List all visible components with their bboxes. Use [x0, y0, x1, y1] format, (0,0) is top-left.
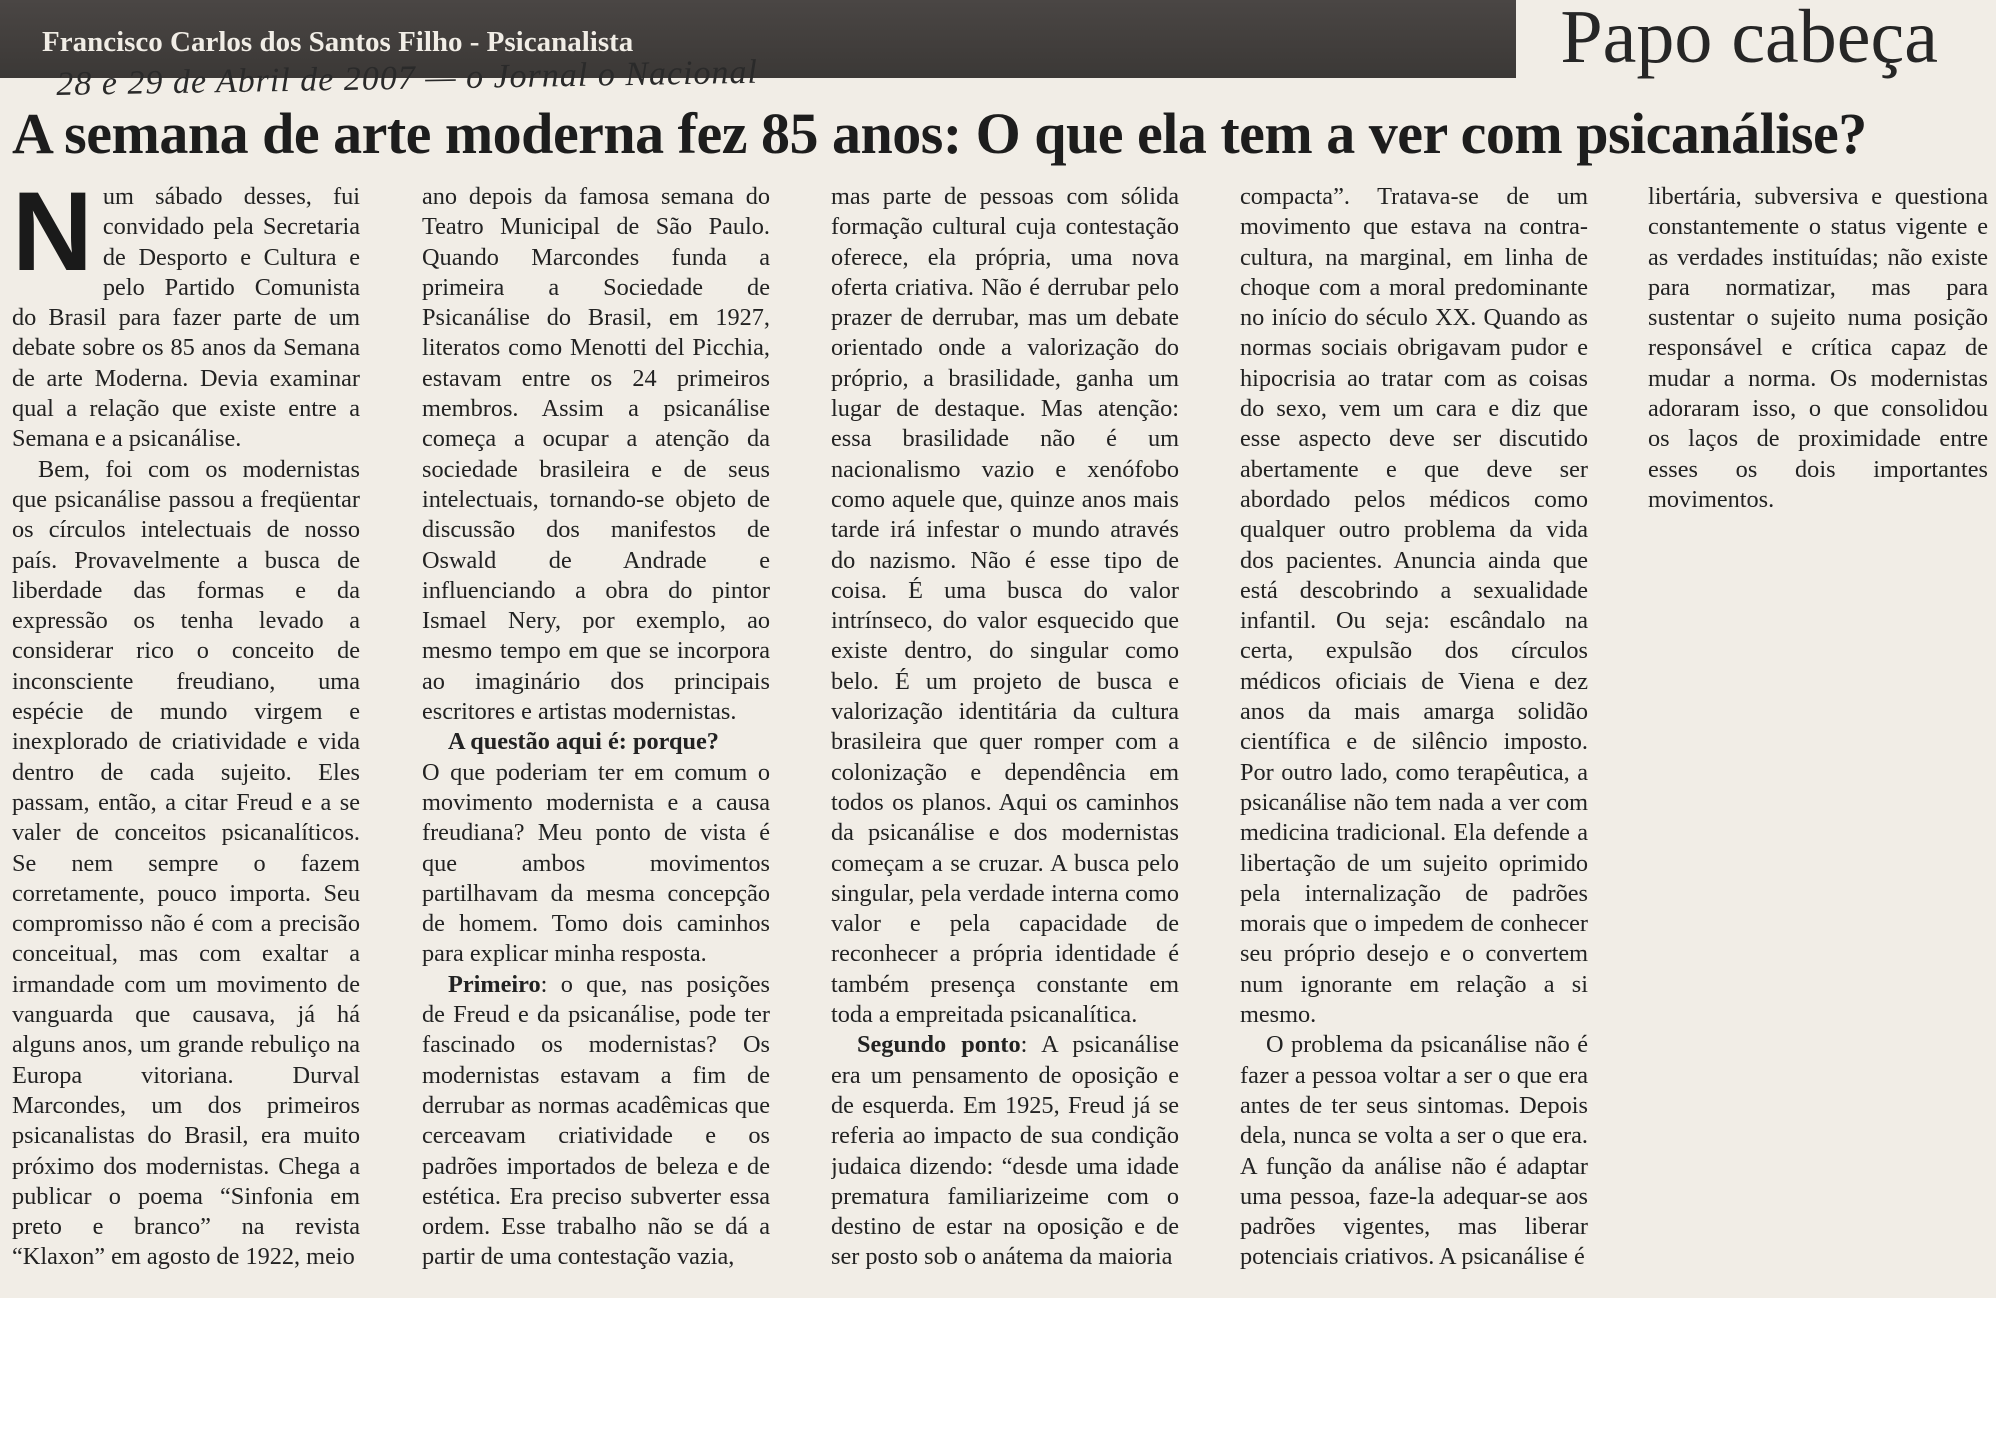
article-paragraph [422, 970, 770, 1273]
article-paragraph [1240, 182, 1588, 1030]
article-paragraph [422, 727, 770, 969]
article-paragraph [831, 182, 1179, 1030]
author-byline: Francisco Carlos dos Santos Filho - Psicanalista [42, 26, 634, 58]
article-paragraph [831, 1030, 1179, 1272]
article-paragraph [12, 182, 360, 455]
article-paragraph [12, 455, 360, 1273]
article-column-4 [1240, 182, 1588, 1292]
handwritten-date-note: 28 e 29 de Abril de 2007 — o Jornal o Nacional [56, 53, 759, 103]
section-title: Papo cabeça [1560, 0, 1938, 79]
paragraph-text: : o que, nas posições de Freud e da psicanálise, pode ter fascinado os modernistas? Os modernistas estavam a fim de derrubar as normas acadêmicas que cerceavam criatividade e os padrões importados de beleza e de estética. Era preciso subverter essa ordem. Esse trabalho não se dá a partir de uma contestação vazia, [422, 970, 770, 1271]
section-tab [1516, 0, 1996, 78]
paragraph-text: O que poderiam ter em comum o movimento modernista e a causa freudiana? Meu ponto de vista é que ambos movimentos partilhavam da mesma concepção de homem. Tomo dois caminhos para explicar minha resposta. [422, 758, 770, 968]
paragraph-text: mas parte de pessoas com sólida formação cultural cuja contestação oferece, ela própria, uma nova oferta criativa. Não é derrubar pelo prazer de derrubar, mas um debate orientado onde a valorização do próprio, a brasilidade, ganha um lugar de destaque. Mas atenção: essa brasilidade não é um nacionalismo vazio e xenófobo como aquele que, quinze anos mais tarde irá infestar o mundo através do nazismo. Não é esse tipo de coisa. É uma busca do valor intrínseco, do valor esquecido que existe dentro, do singular como belo. É um projeto de busca e valorização identitária da cultura brasileira que quer romper com a colonização e dependência em todos os planos. Aqui os caminhos da psicanálise e dos modernistas começam a se cruzar. A busca pelo singular, pela verdade interna como valor e pela capacidade de reconhecer a própria identidade é também presença constante em toda a empreitada psicanalítica. [831, 183, 1179, 1029]
paragraph-text: Bem, foi com os modernistas que psicanálise passou a freqüentar os círculos intelectuais de nosso país. Provavelmente a busca de liberdade das formas e da expressão os tenha levado a considerar rico o conceito de inconsciente freudiano, uma espécie de mundo virgem e inexplorado de criatividade e vida dentro de cada sujeito. Eles passam, então, a citar Freud e a se valer de conceitos psicanalíticos. Se nem sempre o fazem corretamente, pouco importa. Seu compromisso não é com a precisão conceitual, mas com exaltar a irmandade com um movimento de vanguarda que causava, já há alguns anos, um grande rebuliço na Europa vitoriana. Durval Marcondes, um dos primeiros psicanalistas do Brasil, era muito próximo dos modernistas. Chega a publicar o poema “Sinfonia em preto e branco” na revista “Klaxon” em agosto de 1922, meio [12, 455, 360, 1271]
paragraph-text: libertária, subversiva e questiona constantemente o status vigente e as verdades instituídas; não existe para normatizar, mas para sustentar o sujeito numa posição responsável e crítica capaz de mudar a norma. Os modernistas adoraram isso, o que consolidou os laços de proximidade entre esses os dois importantes movimentos. [1648, 183, 1988, 513]
paragraph-text: ano depois da famosa semana do Teatro Municipal de São Paulo. Quando Marcondes funda a primeira a Sociedade de Psicanálise do Brasil, em 1927, literatos como Menotti del Picchia, estavam entre os 24 primeiros membros. Assim a psicanálise começa a ocupar a atenção da sociedade brasileira e de seus intelectuais, tornando-se objeto de discussão dos manifestos de Oswald de Andrade e influenciando a obra do pintor Ismael Nery, por exemplo, ao mesmo tempo em que se incorpora ao imaginário dos principais escritores e artistas modernistas. [422, 183, 770, 726]
article-column-3 [831, 182, 1179, 1292]
article-paragraph [1240, 1030, 1588, 1272]
paragraph-text: : A psicanálise era um pensamento de oposição e de esquerda. Em 1925, Freud já se referia ao impacto de sua condição judaica dizendo: “desde uma idade prematura familiarizeime com o destino de estar na oposição e de ser posto sob o anátema da maioria [831, 1031, 1179, 1271]
article-paragraph [1648, 182, 1988, 515]
article-column-2 [422, 182, 770, 1292]
paragraph-lead: A questão aqui é: porque? [448, 728, 719, 756]
paragraph-lead: Primeiro [448, 970, 541, 998]
paragraph-text: O problema da psicanálise não é fazer a pessoa voltar a ser o que era antes de ter seus sintomas. Depois dela, nunca se volta a ser o que era. A função da análise não é adaptar uma pessoa, faze-la adequar-se aos padrões vigentes, mas liberar potenciais criativos. A psicanálise é [1240, 1031, 1588, 1271]
article-column-1 [12, 182, 360, 1292]
drop-cap: N [12, 182, 93, 294]
article-paragraph [422, 182, 770, 727]
paragraph-text: um sábado desses, fui convidado pela Secretaria de Desporto e Cultura e pelo Partido Comunista do Brasil para fazer parte de um debate sobre os 85 anos da Semana de arte Moderna. Devia examinar qual a relação que existe entre a Semana e a psicanálise. [12, 183, 360, 453]
paragraph-lead: Segundo ponto [857, 1031, 1021, 1059]
paragraph-text: compacta”. Tratava-se de um movimento que estava na contra-cultura, na marginal, em linha de choque com a moral predominante no início do século XX. Quando as normas sociais obrigavam pudor e hipocrisia ao tratar com as coisas do sexo, vem um cara e diz que esse aspecto deve ser discutido abertamente e que deve ser abordado pelos médicos como qualquer outro problema da vida dos pacientes. Anuncia ainda que está descobrindo a sexualidade infantil. Ou seja: escândalo na certa, expulsão dos círculos médicos oficiais de Viena e dez anos da mais amarga solidão científica e de silêncio imposto. Por outro lado, como terapêutica, a psicanálise não tem nada a ver com medicina tradicional. Ela defende a libertação de um sujeito oprimido pela internalização de padrões morais que o impedem de conhecer seu próprio desejo e o convertem num ignorante em relação a si mesmo. [1240, 183, 1588, 1029]
headline: A semana de arte moderna fez 85 anos: O que ela tem a ver com psicanálise? [12, 101, 1867, 166]
article-column-5 [1648, 182, 1988, 1292]
